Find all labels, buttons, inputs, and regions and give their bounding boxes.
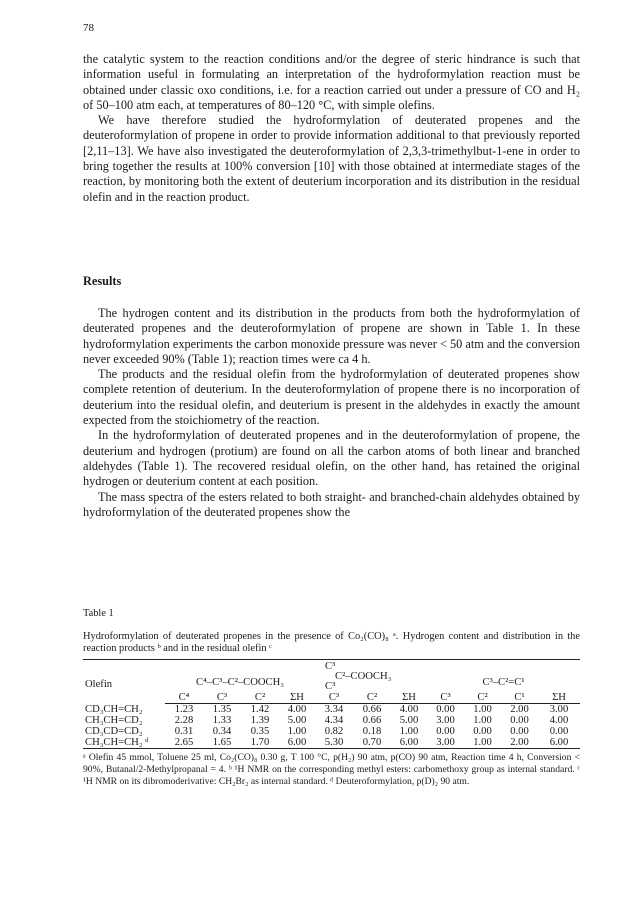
table-body xyxy=(83,703,580,748)
body-text xyxy=(83,52,580,205)
subheader: ΣH xyxy=(538,692,580,704)
value-cell: 5.30 xyxy=(315,737,353,749)
value-cell: 0.00 xyxy=(436,703,455,715)
table-block xyxy=(83,608,580,788)
value-cell: 2.00 xyxy=(510,703,529,715)
value-cell: 1.70 xyxy=(241,737,279,749)
value-cell: 3.00 xyxy=(436,714,455,726)
results-section xyxy=(83,274,580,289)
value-cell: 1.00 xyxy=(287,725,307,737)
subheader: C⁴ xyxy=(165,692,203,704)
value-cell: 1.35 xyxy=(212,703,232,715)
value-cell: 0.34 xyxy=(212,725,232,737)
value-cell: 4.00 xyxy=(549,714,569,726)
value-cell: 2.00 xyxy=(501,737,538,749)
olefin-cell: CH₃CH=CD₂ xyxy=(85,714,143,726)
paragraph: the catalytic system to the reaction conditions and/or the degree of steric hindrance is such that information useful in formulating an interpretation of the hydroformylation reaction must be obtained under classic oxo conditions, i.e. for a reaction carried out under a pressure of CO and H₂ of 50–100 atm each, at temperatures of 80–120 °C, with simple olefins. xyxy=(83,52,580,112)
value-cell: 2.28 xyxy=(174,714,194,726)
paragraph: We have therefore studied the hydroformylation of deuterated propenes and the deuteroformylation of propene in order to provide information additional to that previously reported [2,11–13]. We have also investigated the deuteroformylation of 2,3,3-trimethylbut-1-ene in order to bring together the results at 100% conversion [10] with those obtained at intermediate stages of the reaction, by monitoring both the extent of deuterium incorporation and its distribution in the residual olefin and in the reaction product. xyxy=(83,113,580,204)
table-row xyxy=(83,737,580,749)
table-footnotes: ᵃ Olefin 45 mmol, Toluene 25 ml, Co₂(CO)₈ 0.30 g, T 100 °C, p(H₂) 90 atm, p(CO) 90 atm, Reaction time 4 h, Conversion < 90%, Butanal/2-Methylpropanal = 4. ᵇ ¹H NMR on the corresponding methyl esters: carbomethoxy group as internal standard. ᶜ ¹H NMR on its dibromoderivative: CH₂Br₂ as internal standard. ᵈ Deuteroformylation, p(D)₂ 90 atm. xyxy=(83,751,580,787)
subheader: C² xyxy=(241,692,279,704)
value-cell: 0.31 xyxy=(174,725,194,737)
subheader: C² xyxy=(464,692,501,704)
olefin-cell: CD₃CD=CD₂ xyxy=(85,725,143,737)
value-cell: 0.35 xyxy=(250,725,270,737)
value-cell: 6.00 xyxy=(391,737,427,749)
page-number: 78 xyxy=(83,22,94,34)
table-label: Table 1 xyxy=(83,608,114,619)
value-cell: 1.65 xyxy=(203,737,241,749)
subheader: C³ xyxy=(427,692,464,704)
paragraph: The hydrogen content and its distribution in the products from both the hydroformylation of deuterated propenes and the deuteroformylation of propene are shown in Table 1. In these hydroformylation experiments the carbon monoxide pressure was never < 50 atm and the conversion never exceeded 90% (Table 1); reaction times were ca 4 h. xyxy=(83,306,580,366)
table-row xyxy=(83,703,580,715)
value-cell: 0.00 xyxy=(473,725,492,737)
value-cell: 4.00 xyxy=(399,703,419,715)
value-cell: 1.00 xyxy=(399,725,419,737)
olefin-cell: CH₃CH=CH₂ ᵈ xyxy=(83,737,165,749)
paragraph: The products and the residual olefin from the hydroformylation of deuterated propenes show complete retention of deuterium. In the deuteroformylation of propene there is no incorporation of deuterium into the residual olefin, and deuterium is present in the aldehydes in exactly the amount expected from the stoichiometry of the reaction. xyxy=(83,367,580,428)
paragraph: The mass spectra of the esters related to both straight- and branched-chain aldehydes obtained by hydroformylation of the deuterated propenes show the xyxy=(83,489,580,519)
section-heading: Results xyxy=(83,274,122,288)
subheader: ΣH xyxy=(279,692,315,704)
value-cell: 1.23 xyxy=(174,703,194,715)
value-cell: 0.66 xyxy=(362,714,382,726)
value-cell: 3.34 xyxy=(324,703,344,715)
value-cell: 3.00 xyxy=(549,703,569,715)
value-cell: 1.00 xyxy=(473,703,492,715)
value-cell: 0.00 xyxy=(436,725,455,737)
value-cell: 0.00 xyxy=(510,714,529,726)
table-header-row xyxy=(83,659,580,692)
table-row xyxy=(83,715,580,726)
value-cell: 1.00 xyxy=(473,714,492,726)
value-cell: 1.33 xyxy=(212,714,232,726)
value-cell: 6.00 xyxy=(279,737,315,749)
value-cell: 5.00 xyxy=(399,714,419,726)
value-cell: 6.00 xyxy=(538,737,580,749)
branched-main-chain: C²–COOCH₃ xyxy=(335,670,392,682)
branched-ester-header xyxy=(315,659,427,692)
olefin-cell: CD₃CH=CH₂ xyxy=(85,703,143,715)
value-cell: 3.00 xyxy=(427,737,464,749)
value-cell: 5.00 xyxy=(287,714,307,726)
value-cell: 0.00 xyxy=(549,725,569,737)
value-cell: 1.42 xyxy=(250,703,270,715)
value-cell: 1.00 xyxy=(464,737,501,749)
subheader: ΣH xyxy=(391,692,427,704)
value-cell: 1.39 xyxy=(250,714,270,726)
table-caption: Hydroformylation of deuterated propenes in the presence of Co₂(CO)₈ ᵃ. Hydrogen content and distribution in the reaction products ᵇ and in the residual olefin ᶜ xyxy=(83,630,580,655)
subheader: C¹ xyxy=(501,692,538,704)
value-cell: 0.18 xyxy=(362,725,382,737)
branched-bottom-carbon: C³ xyxy=(325,680,336,692)
subheader: C³ xyxy=(315,692,353,704)
value-cell: 0.82 xyxy=(324,725,344,737)
results-text xyxy=(83,306,580,520)
linear-ester-header: C⁴–C³–C²–COOCH₃ xyxy=(165,659,315,692)
value-cell: 0.66 xyxy=(362,703,382,715)
paragraph: In the hydroformylation of deuterated propenes and in the deuteroformylation of propene, the deuterium and hydrogen (protium) are found on all the carbon atoms of both linear and branched aldehydes (Table 1). The recovered residual olefin, on the other hand, has retained the original hydrogen or deuterium content at each position. xyxy=(83,428,580,489)
table-row xyxy=(83,726,580,737)
value-cell: 2.65 xyxy=(165,737,203,749)
data-table xyxy=(83,659,580,749)
branched-top-carbon: C³ xyxy=(325,660,336,672)
value-cell: 0.70 xyxy=(353,737,391,749)
value-cell: 0.00 xyxy=(510,725,529,737)
subheader: C² xyxy=(353,692,391,704)
olefin-structure-header: C³–C²=C¹ xyxy=(427,659,580,692)
olefin-header: Olefin xyxy=(83,659,165,703)
value-cell: 4.34 xyxy=(324,714,344,726)
value-cell: 4.00 xyxy=(287,703,307,715)
subheader: C³ xyxy=(203,692,241,704)
